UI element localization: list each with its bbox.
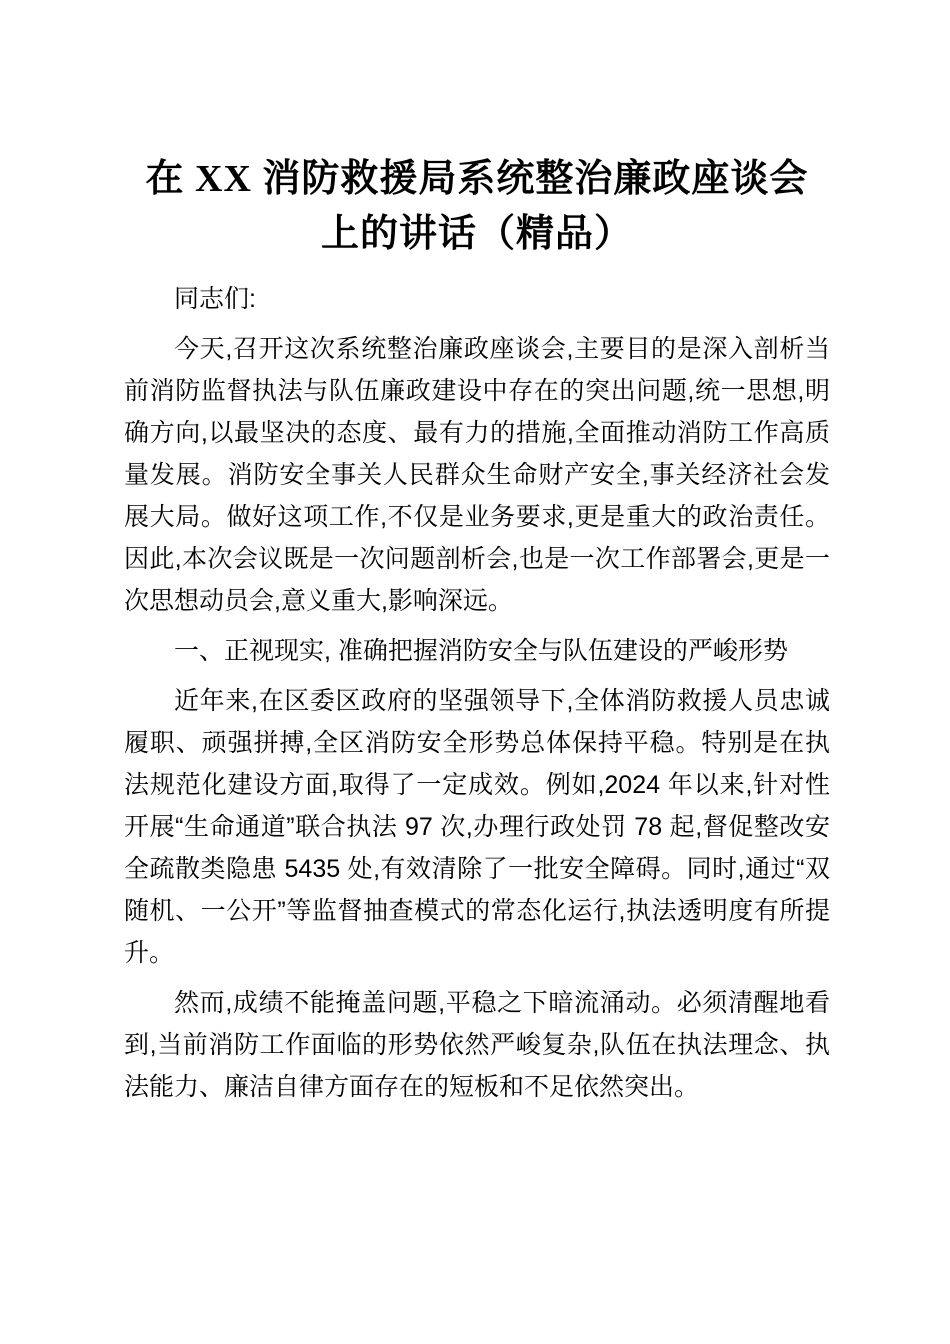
document-body [124,278,830,1108]
document-title-line-2: 上的讲话（精品） [320,213,633,255]
paragraph: 近年来,在区委区政府的坚强领导下,全体消防救援人员忠诚履职、顽强拼搏,全区消防安全形势总体保持平稳。特别是在执法规范化建设方面,取得了一定成效。例如,2024 年以来,针对性开展“生命通道”联合执法 97 次,办理行政处罚 78 起,督促整改安全疏散类隐患 5435 处,有效清除了一批安全障碍。同时,通过“双随机、一公开”等监督抽查模式的常态化运行,执法透明度有所提升。 [124,687,830,967]
document-title-line-1: 在 XX 消防救援局系统整治廉政座谈会 [145,158,809,200]
salutation: 同志们: [174,285,256,313]
paragraph: 然而,成绩不能掩盖问题,平稳之下暗流涌动。必须清醒地看到,当前消防工作面临的形势依然严峻复杂,队伍在执法理念、执法能力、廉洁自律方面存在的短板和不足依然突出。 [124,989,830,1101]
section-heading: 一、正视现实, 准确把握消防安全与队伍建设的严峻形势 [174,637,788,665]
document-title [124,152,830,262]
paragraph: 今天,召开这次系统整治廉政座谈会,主要目的是深入剖析当前消防监督执法与队伍廉政建设中存在的突出问题,统一思想,明确方向,以最坚决的态度、最有力的措施,全面推动消防工作高质量发展。消防安全事关人民群众生命财产安全,事关经济社会发展大局。做好这项工作,不仅是业务要求,更是重大的政治责任。因此,本次会议既是一次问题剖析会,也是一次工作部署会,更是一次思想动员会,意义重大,影响深远。 [124,335,830,615]
